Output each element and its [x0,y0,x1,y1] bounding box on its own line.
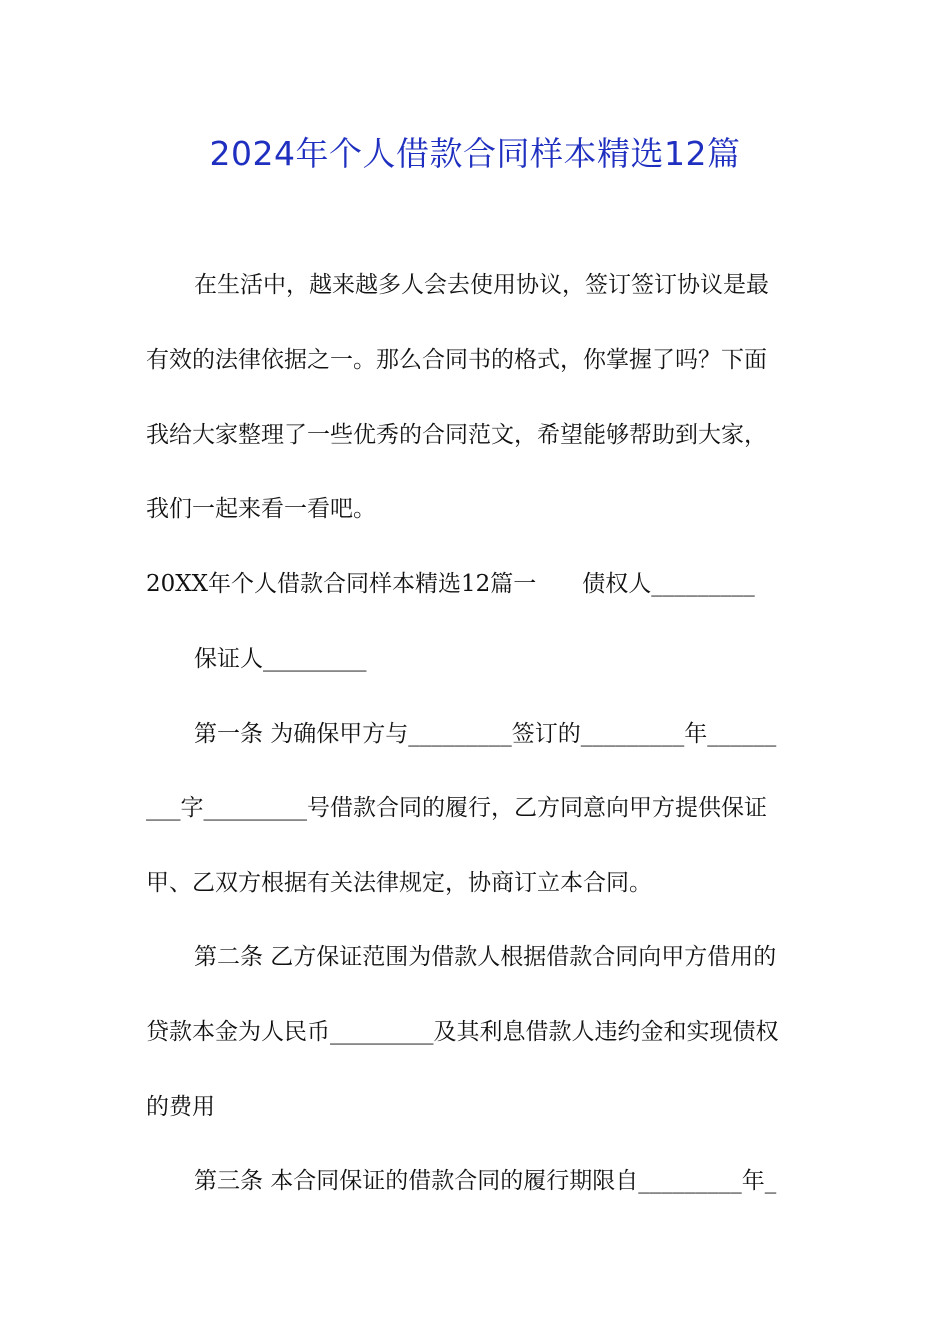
clause-line: 第三条 本合同保证的借款合同的履行期限自_________年_ [194,1168,777,1194]
clause-line: 第二条 乙方保证范围为借款人根据借款合同向甲方借用的 [194,944,777,970]
clause-line: 的费用 [146,1094,215,1120]
paragraph-line: 我给大家整理了一些优秀的合同范文，希望能够帮助到大家， [146,422,767,448]
document-title: 2024年个人借款合同样本精选12篇 [209,134,741,173]
paragraph-line: 我们一起来看一看吧。 [146,496,376,522]
section-heading-line: 20XX年个人借款合同样本精选12篇一 债权人_________ [146,571,755,597]
paragraph-line: 有效的法律依据之一。那么合同书的格式，你掌握了吗？下面 [146,347,767,373]
clause-line: 甲、乙双方根据有关法律规定，协商订立本合同。 [146,870,652,896]
clause-line: 第一条 为确保甲方与_________签订的_________年______ [194,721,777,747]
clause-line: 贷款本金为人民币_________及其利息借款人违约金和实现债权 [146,1019,779,1045]
clause-line: ___字_________号借款合同的履行，乙方同意向甲方提供保证 [146,795,767,821]
paragraph-line: 保证人_________ [194,646,367,672]
paragraph-line: 在生活中，越来越多人会去使用协议，签订签订协议是最 [194,272,769,298]
